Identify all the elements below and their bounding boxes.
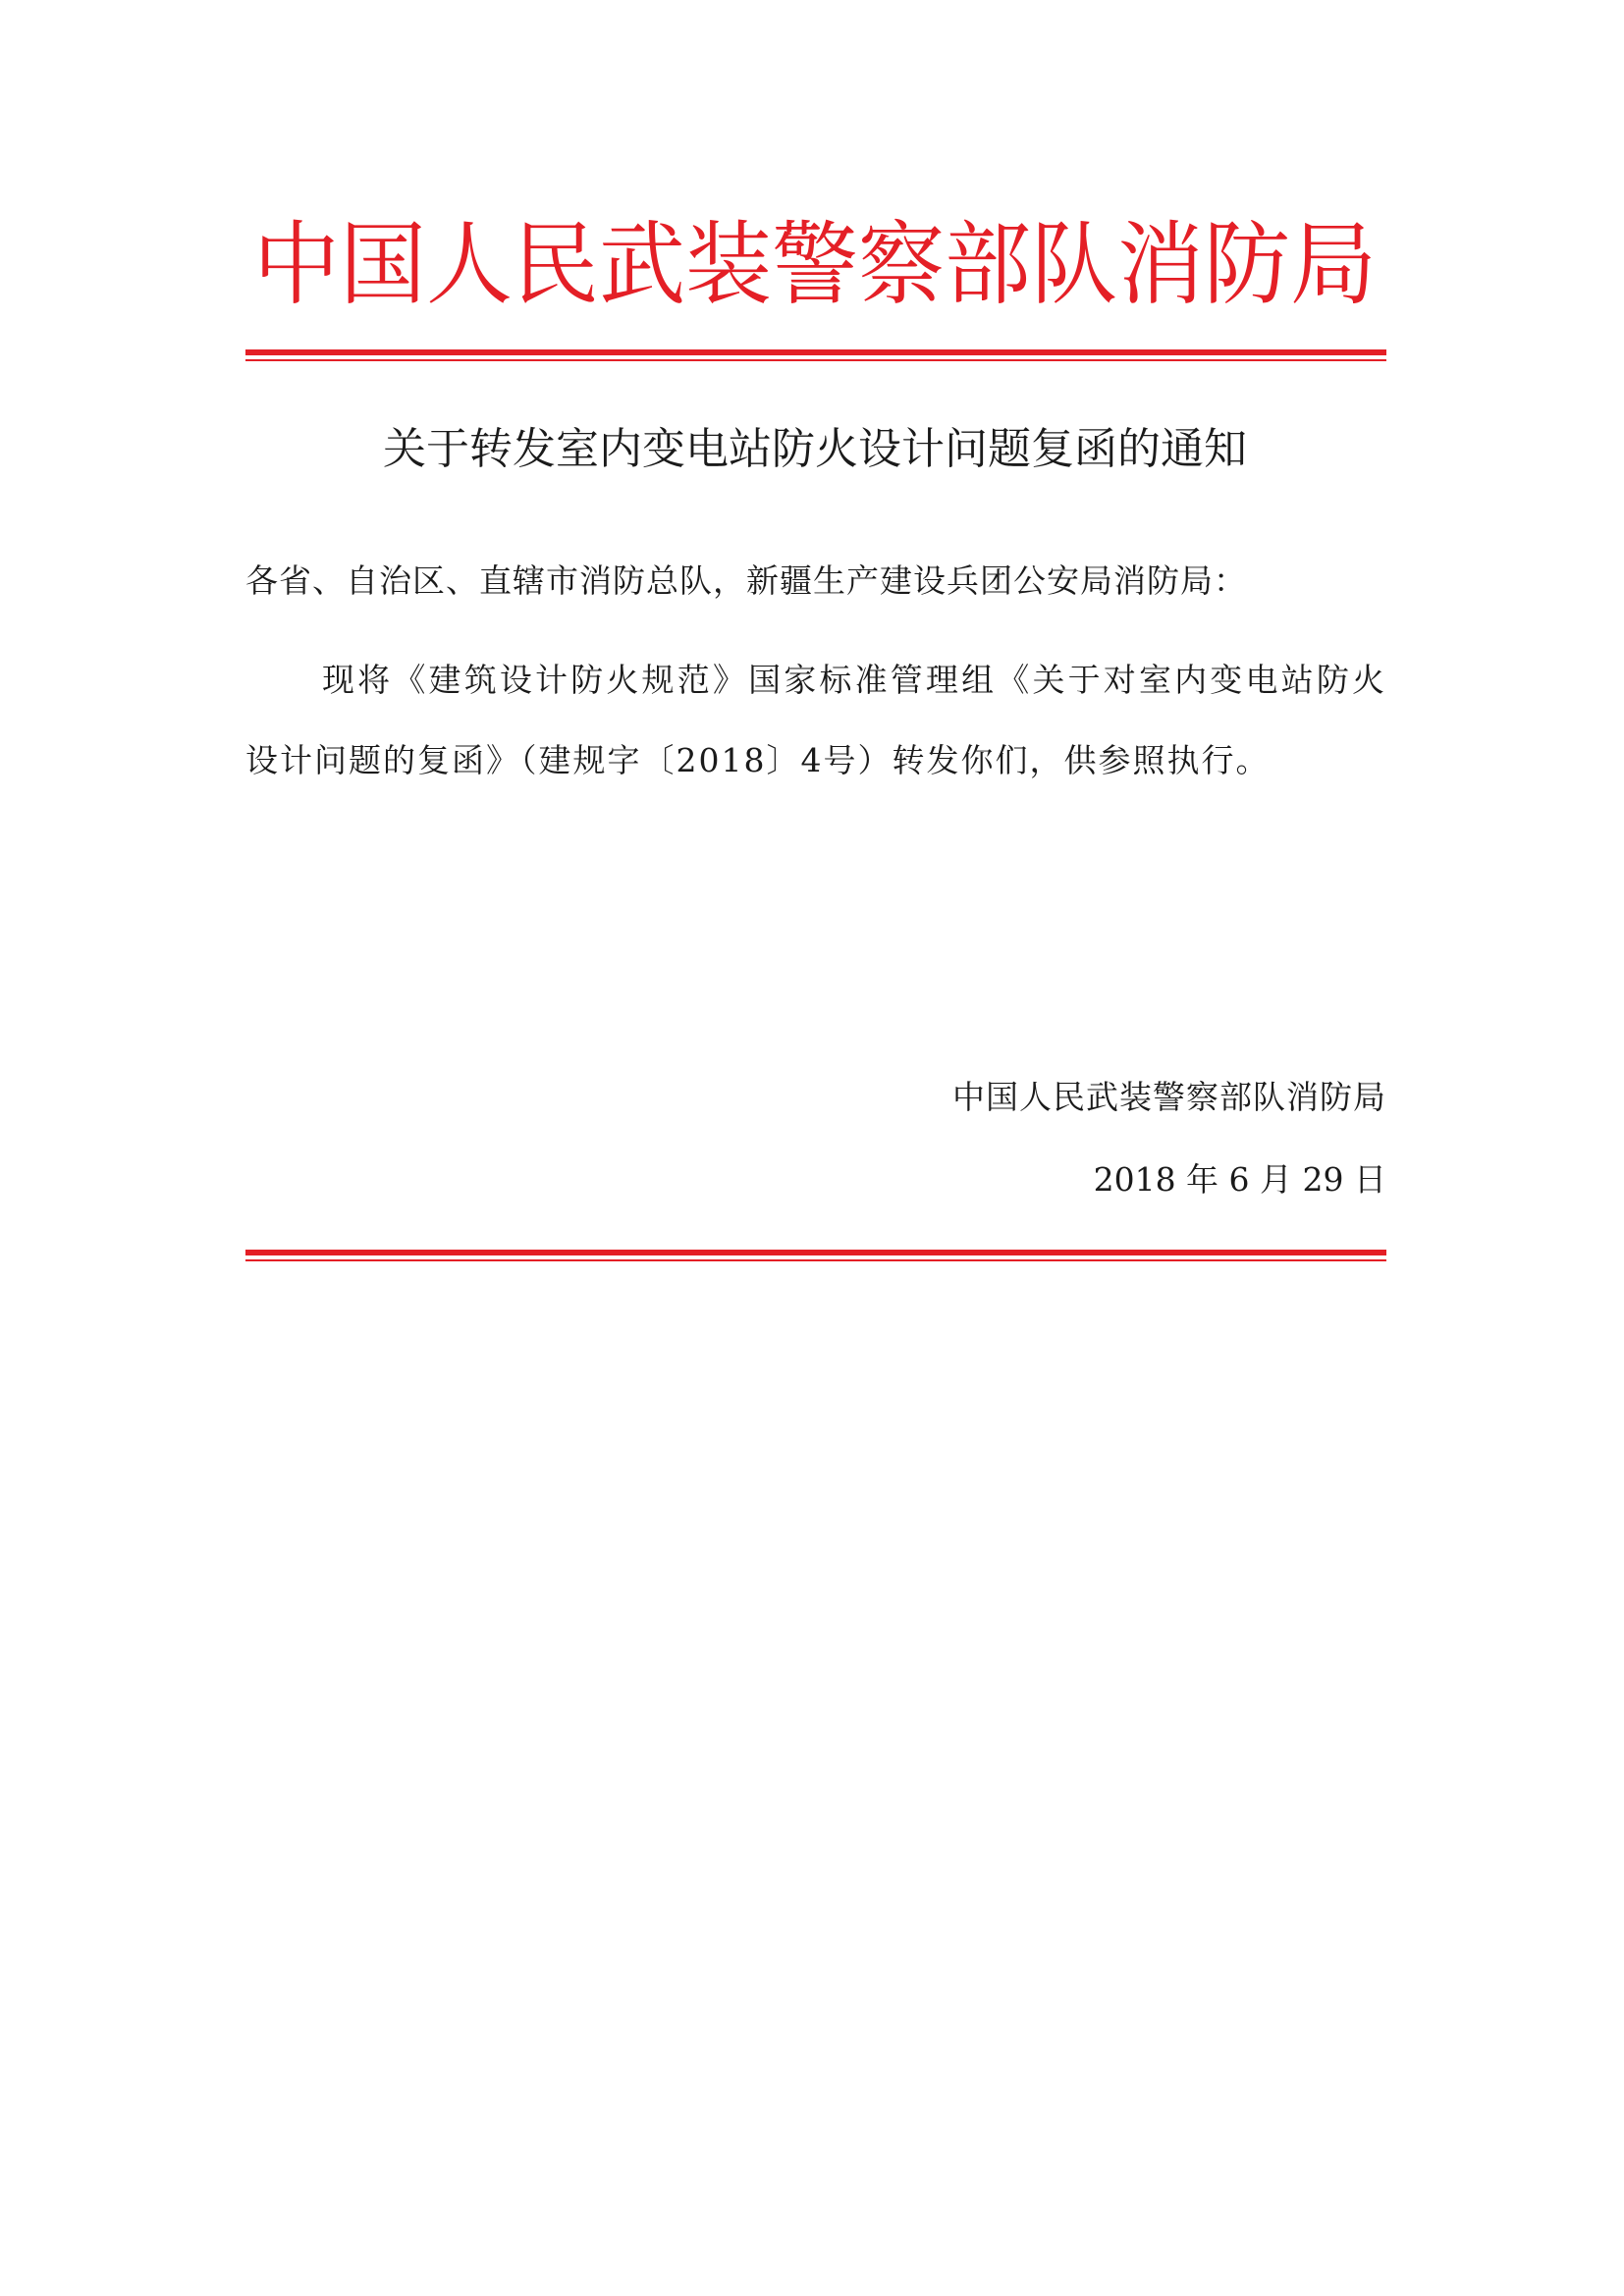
signature-org: 中国人民武装警察部队消防局 (952, 1078, 1386, 1116)
footer-divider (245, 1250, 1386, 1261)
divider-thin-line (245, 1259, 1386, 1261)
letterhead-divider (245, 349, 1386, 361)
document-title: 关于转发室内变电站防火设计问题复函的通知 (383, 424, 1247, 474)
letterhead-title: 中国人民武装警察部队消防局 (252, 211, 1377, 318)
body-paragraph: 现将《建筑设计防火规范》国家标准管理组《关于对室内变电站防火设计问题的复函》（建规字〔2018〕4号）转发你们，供参照执行。 (245, 661, 1386, 779)
addressee-line: 各省、自治区、直辖市消防总队，新疆生产建设兵团公安局消防局： (245, 561, 1247, 600)
divider-thin-line (245, 359, 1386, 361)
signature-date: 2018 年 6 月 29 日 (1093, 1160, 1386, 1199)
